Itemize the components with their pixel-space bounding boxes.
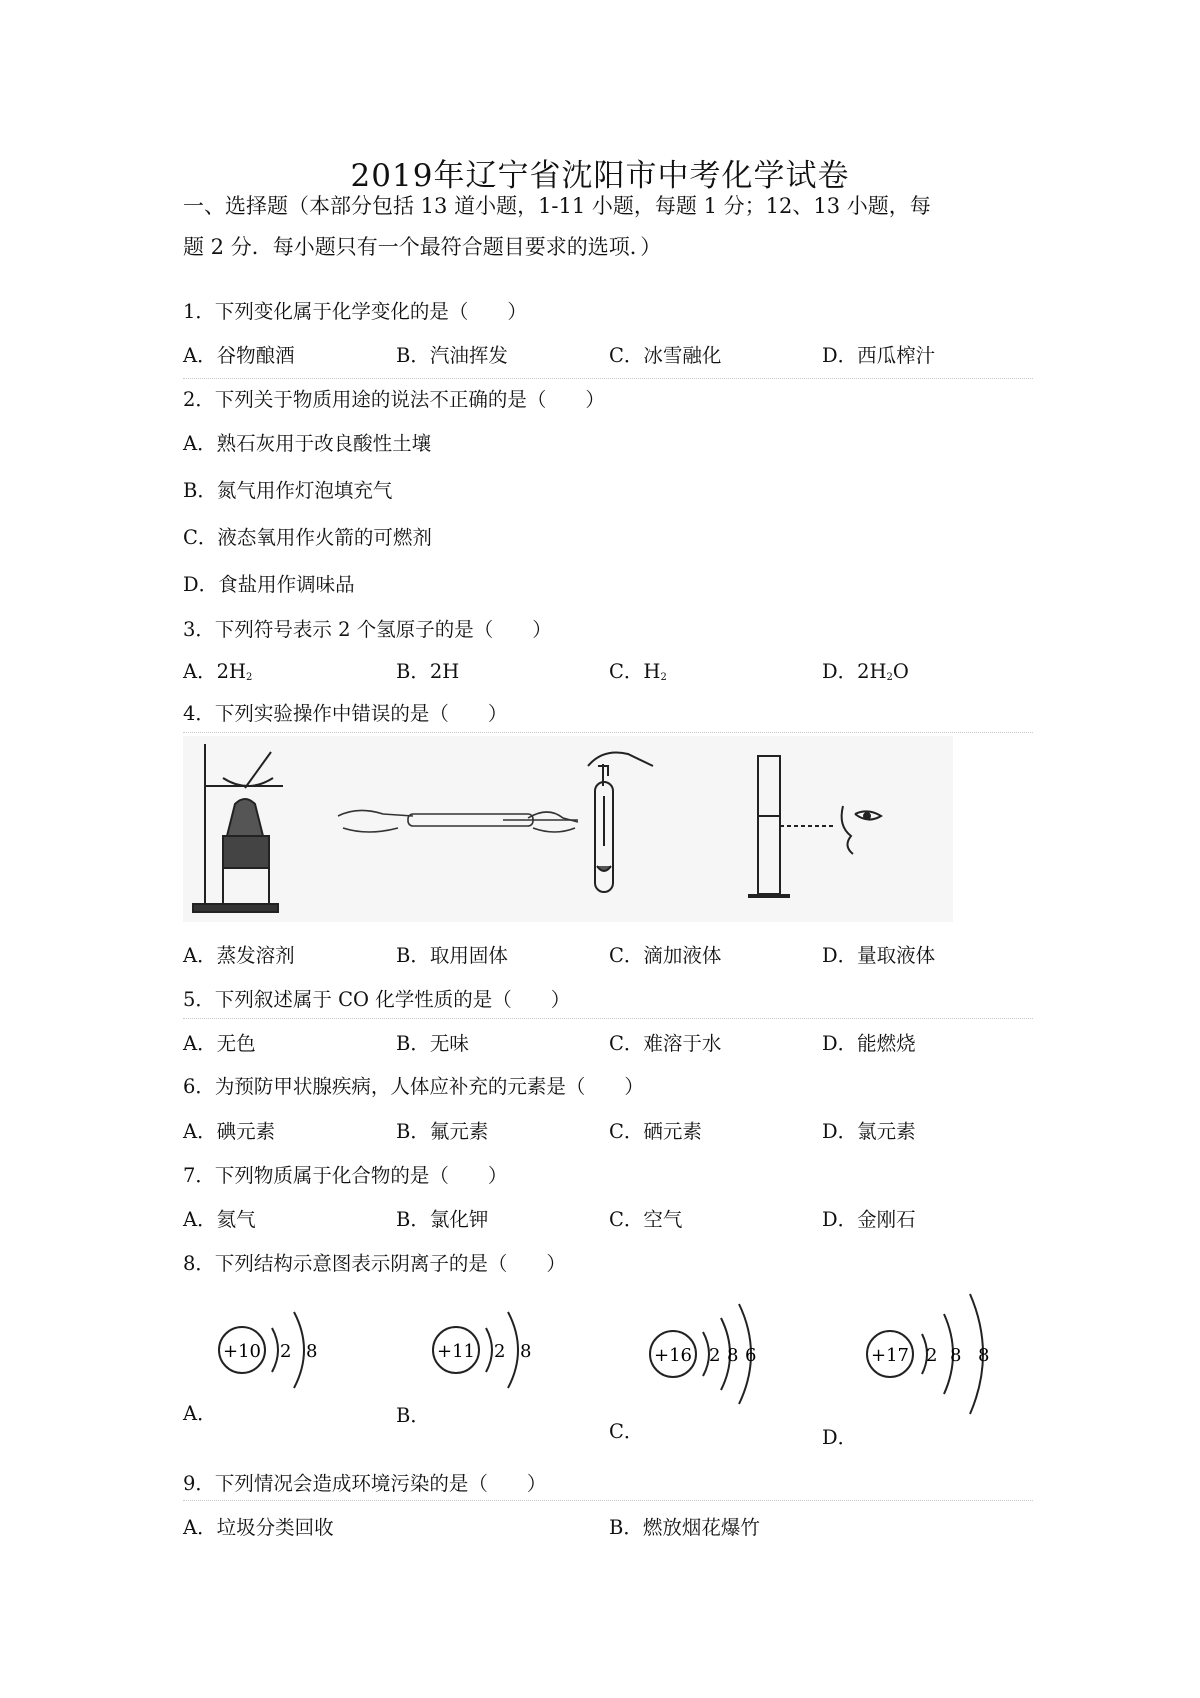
q1-option-d: D．西瓜榨汁 xyxy=(822,344,936,367)
q3-option-d: D．$2H_2O$ xyxy=(822,660,909,683)
atom-diagram-b xyxy=(428,1290,548,1400)
nucleus-charge: +17 xyxy=(871,1345,909,1366)
q2-option-a: A．熟石灰用于改良酸性土壤 xyxy=(183,432,432,455)
q4-option-c: C．滴加液体 xyxy=(609,944,722,967)
q6-option-b: B．氟元素 xyxy=(396,1120,489,1143)
question-1-stem: 1．下列变化属于化学变化的是（ ） xyxy=(183,300,527,323)
page-title: 2019年辽宁省沈阳市中考化学试卷 xyxy=(350,158,850,194)
q4-option-a: A．蒸发溶剂 xyxy=(183,944,295,967)
q8-option-b: B． xyxy=(396,1404,430,1427)
divider xyxy=(183,1500,1033,1501)
atom-diagram-d xyxy=(862,1284,1002,1414)
nucleus-charge: +11 xyxy=(437,1341,475,1362)
question-9-stem: 9．下列情况会造成环境污染的是（ ） xyxy=(183,1472,547,1495)
q6-option-a: A．碘元素 xyxy=(183,1120,276,1143)
nucleus-charge: +16 xyxy=(654,1345,692,1366)
shell-electrons: 2 xyxy=(494,1341,506,1362)
lab-operations-figure xyxy=(183,736,953,922)
q5-option-a: A．无色 xyxy=(183,1032,256,1055)
divider xyxy=(183,378,1033,379)
question-2-stem: 2．下列关于物质用途的说法不正确的是（ ） xyxy=(183,388,605,411)
shell-electrons: 8 xyxy=(306,1341,318,1362)
shell-electrons: 8 xyxy=(727,1345,739,1366)
section-heading-line1: 一、选择题（本部分包括 13 道小题，1-11 小题，每题 1 分；12、13 小题，每 xyxy=(183,194,931,218)
q7-option-b: B．氯化钾 xyxy=(396,1208,489,1231)
q8-option-c: C． xyxy=(609,1420,644,1443)
question-4-stem: 4．下列实验操作中错误的是（ ） xyxy=(183,702,508,725)
shell-electrons: 2 xyxy=(926,1345,938,1366)
question-6-stem: 6．为预防甲状腺疾病，人体应补充的元素是（ ） xyxy=(183,1075,644,1098)
divider xyxy=(183,1018,1033,1019)
question-8-stem: 8．下列结构示意图表示阴离子的是（ ） xyxy=(183,1252,566,1275)
question-7-stem: 7．下列物质属于化合物的是（ ） xyxy=(183,1164,508,1187)
q4-option-d: D．量取液体 xyxy=(822,944,936,967)
q2-option-d: D．食盐用作调味品 xyxy=(183,573,355,596)
atom-diagram-a xyxy=(214,1290,334,1400)
shell-electrons: 8 xyxy=(520,1341,532,1362)
q7-option-a: A．氦气 xyxy=(183,1208,256,1231)
q7-option-c: C．空气 xyxy=(609,1208,683,1231)
atom-diagram-c xyxy=(645,1290,785,1410)
q9-option-b: B．燃放烟花爆竹 xyxy=(609,1516,760,1539)
q2-option-b: B．氮气用作灯泡填充气 xyxy=(183,479,393,502)
q3-option-a: A．$2H_2$ xyxy=(183,660,253,683)
shell-electrons: 6 xyxy=(745,1345,757,1366)
q1-option-a: A．谷物酿酒 xyxy=(183,344,295,367)
section-heading xyxy=(183,186,1033,268)
q5-option-d: D．能燃烧 xyxy=(822,1032,916,1055)
question-3-stem: 3．下列符号表示 2 个氢原子的是（ ） xyxy=(183,618,552,641)
shell-electrons: 8 xyxy=(950,1345,962,1366)
q3-option-c: C．$H_2$ xyxy=(609,660,667,683)
shell-electrons: 2 xyxy=(280,1341,292,1362)
question-5-stem: 5．下列叙述属于 CO 化学性质的是（ ） xyxy=(183,988,571,1011)
q8-option-d: D． xyxy=(822,1426,858,1449)
q6-option-d: D．氯元素 xyxy=(822,1120,916,1143)
shell-electrons: 8 xyxy=(978,1345,990,1366)
shell-electrons: 2 xyxy=(709,1345,721,1366)
q1-option-b: B．汽油挥发 xyxy=(396,344,508,367)
nucleus-charge: +10 xyxy=(223,1341,261,1362)
q3-option-b: B．2H xyxy=(396,660,460,683)
q7-option-d: D．金刚石 xyxy=(822,1208,916,1231)
q9-option-a: A．垃圾分类回收 xyxy=(183,1516,334,1539)
q1-option-c: C．冰雪融化 xyxy=(609,344,722,367)
section-heading-line2: 题 2 分．每小题只有一个最符合题目要求的选项．） xyxy=(183,235,662,259)
divider xyxy=(183,732,1033,733)
q5-option-b: B．无味 xyxy=(396,1032,469,1055)
q5-option-c: C．难溶于水 xyxy=(609,1032,722,1055)
q4-option-b: B．取用固体 xyxy=(396,944,508,967)
q6-option-c: C．硒元素 xyxy=(609,1120,702,1143)
q2-option-c: C．液态氧用作火箭的可燃剂 xyxy=(183,526,432,549)
q8-option-a: A． xyxy=(183,1402,217,1425)
